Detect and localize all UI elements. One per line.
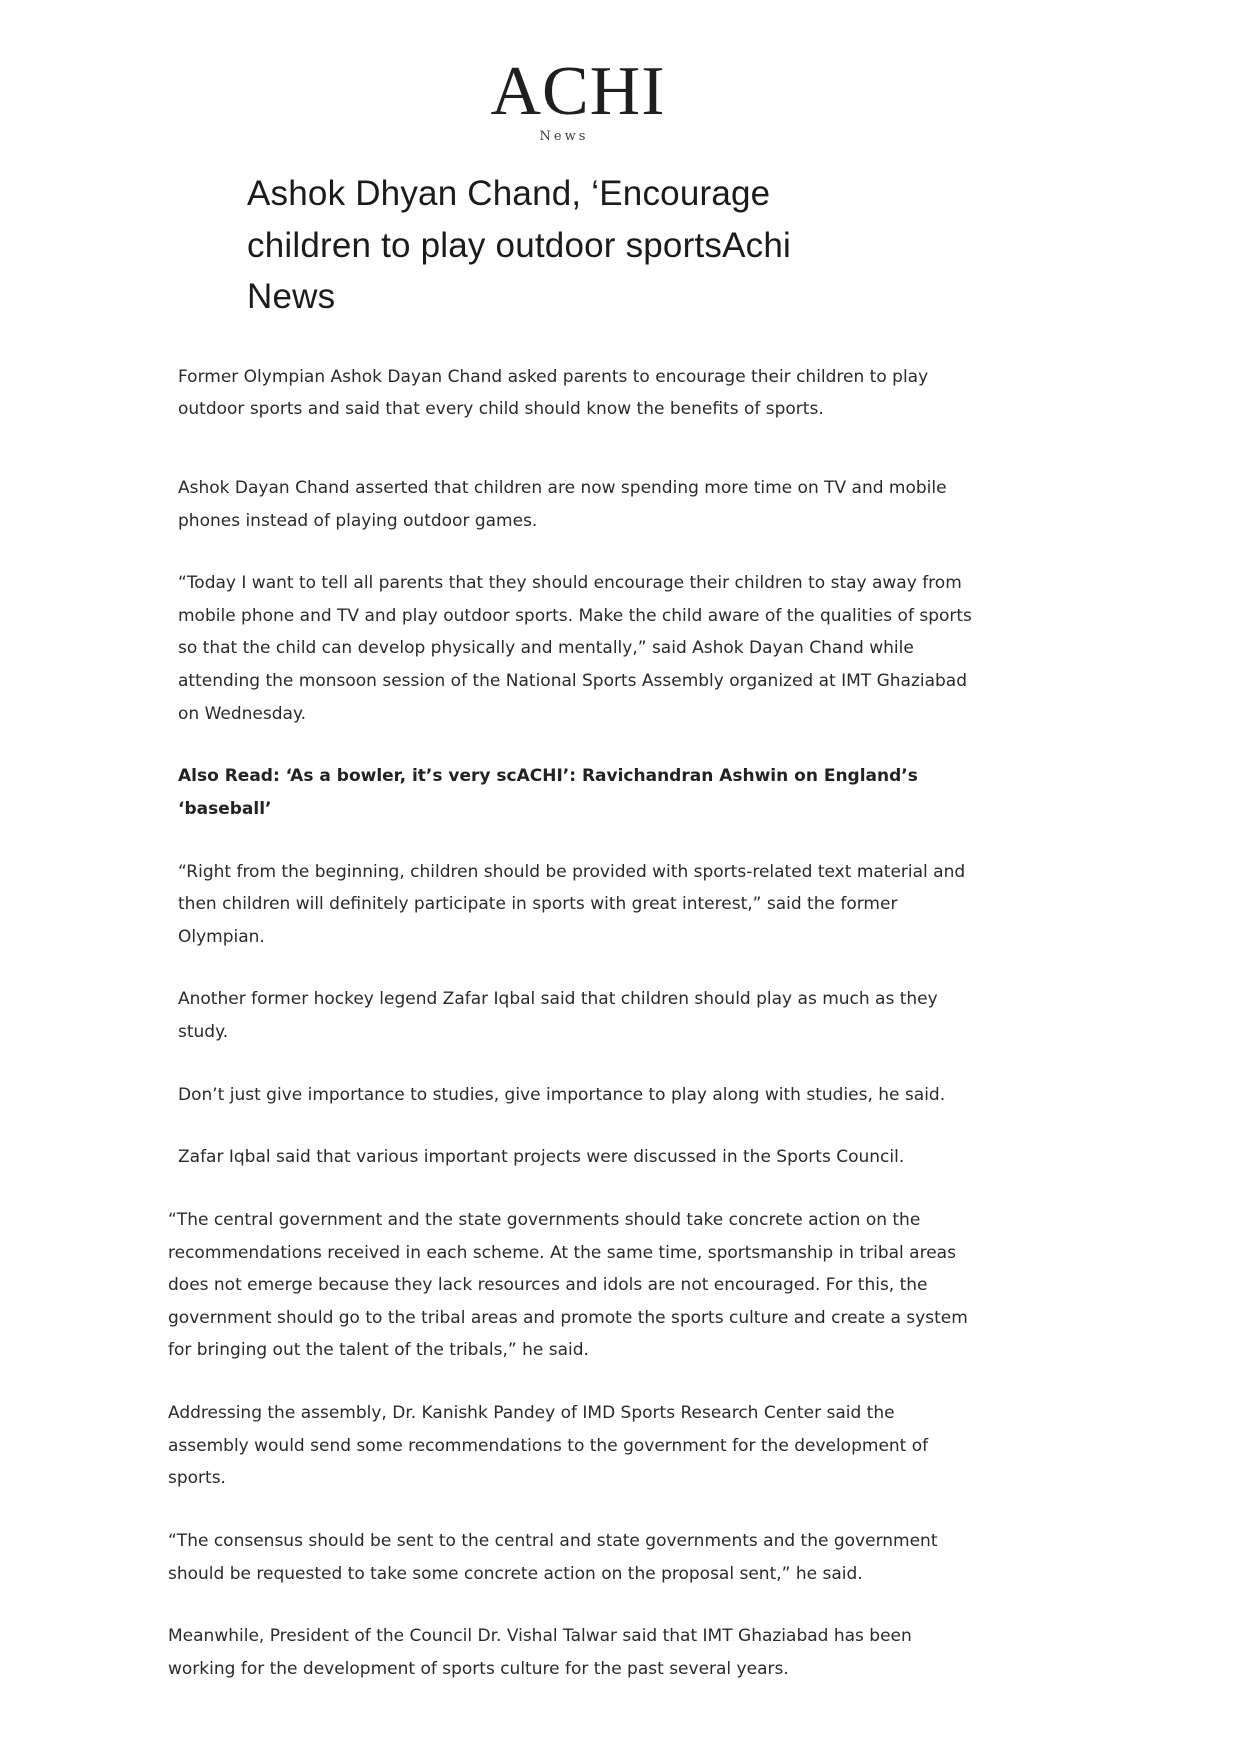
paragraph: Addressing the assembly, Dr. Kanishk Pandey of IMD Sports Research Center said the assembly would send some recommendations to the government for the development of sports.: [168, 1403, 929, 1489]
site-logo-text: ACHI: [490, 53, 666, 130]
paragraph-quote: “Right from the beginning, children should be provided with sports-related text material and then children will definitely participate in sports with great interest,” said the former Olympian.: [178, 861, 966, 947]
content-column: [168, 0, 988, 1685]
article-body: [168, 361, 988, 1686]
also-read-link[interactable]: Also Read: ‘As a bowler, it’s very scACHI’: Ravichandran Ashwin on England’s ‘baseball’: [178, 766, 918, 819]
paragraph-intro: Former Olympian Ashok Dayan Chand asked parents to encourage their children to play outdoor sports and said that every child should know the benefits of sports.: [178, 366, 929, 420]
site-logo-tagline: News: [539, 129, 589, 145]
paragraph: Zafar Iqbal said that various important projects were discussed in the Sports Council.: [178, 1147, 905, 1168]
paragraph: Meanwhile, President of the Council Dr. Vishal Talwar said that IMT Ghaziabad has been working for the development of sports culture for the past several years.: [168, 1626, 912, 1679]
paragraph: Ashok Dayan Chand asserted that children are now spending more time on TV and mobile phones instead of playing outdoor games.: [178, 477, 947, 531]
masthead: [168, 0, 988, 144]
paragraph-quote: “The consensus should be sent to the central and state governments and the government should be requested to take some concrete action on the proposal sent,” he said.: [168, 1530, 938, 1584]
paragraph: Another former hockey legend Zafar Iqbal said that children should play as much as they study.: [178, 989, 938, 1043]
paragraph-quote: “Today I want to tell all parents that they should encourage their children to stay away from mobile phone and TV and play outdoor sports. Make the child aware of the qualities of sports so that the child can develop physically and mentally,” said Ashok Dayan Chand while attending the monsoon session of the National Sports Assembly organized at IMT Ghaziabad on Wednesday.: [178, 573, 972, 724]
paragraph: Don’t just give importance to studies, give importance to play along with studies, he said.: [178, 1084, 946, 1105]
paragraph-quote: “The central government and the state governments should take concrete action on the recommendations received in each scheme. At the same time, sportsmanship in tribal areas does not emerge because they lack resources and idols are not encouraged. For this, the government should go to the tribal areas and promote the sports culture and create a system for bringing out the talent of the tribals,” he said.: [168, 1209, 968, 1361]
article-headline: Ashok Dhyan Chand, ‘Encourage children to play outdoor sportsAchi News: [247, 174, 791, 317]
site-logo[interactable]: [490, 53, 666, 145]
